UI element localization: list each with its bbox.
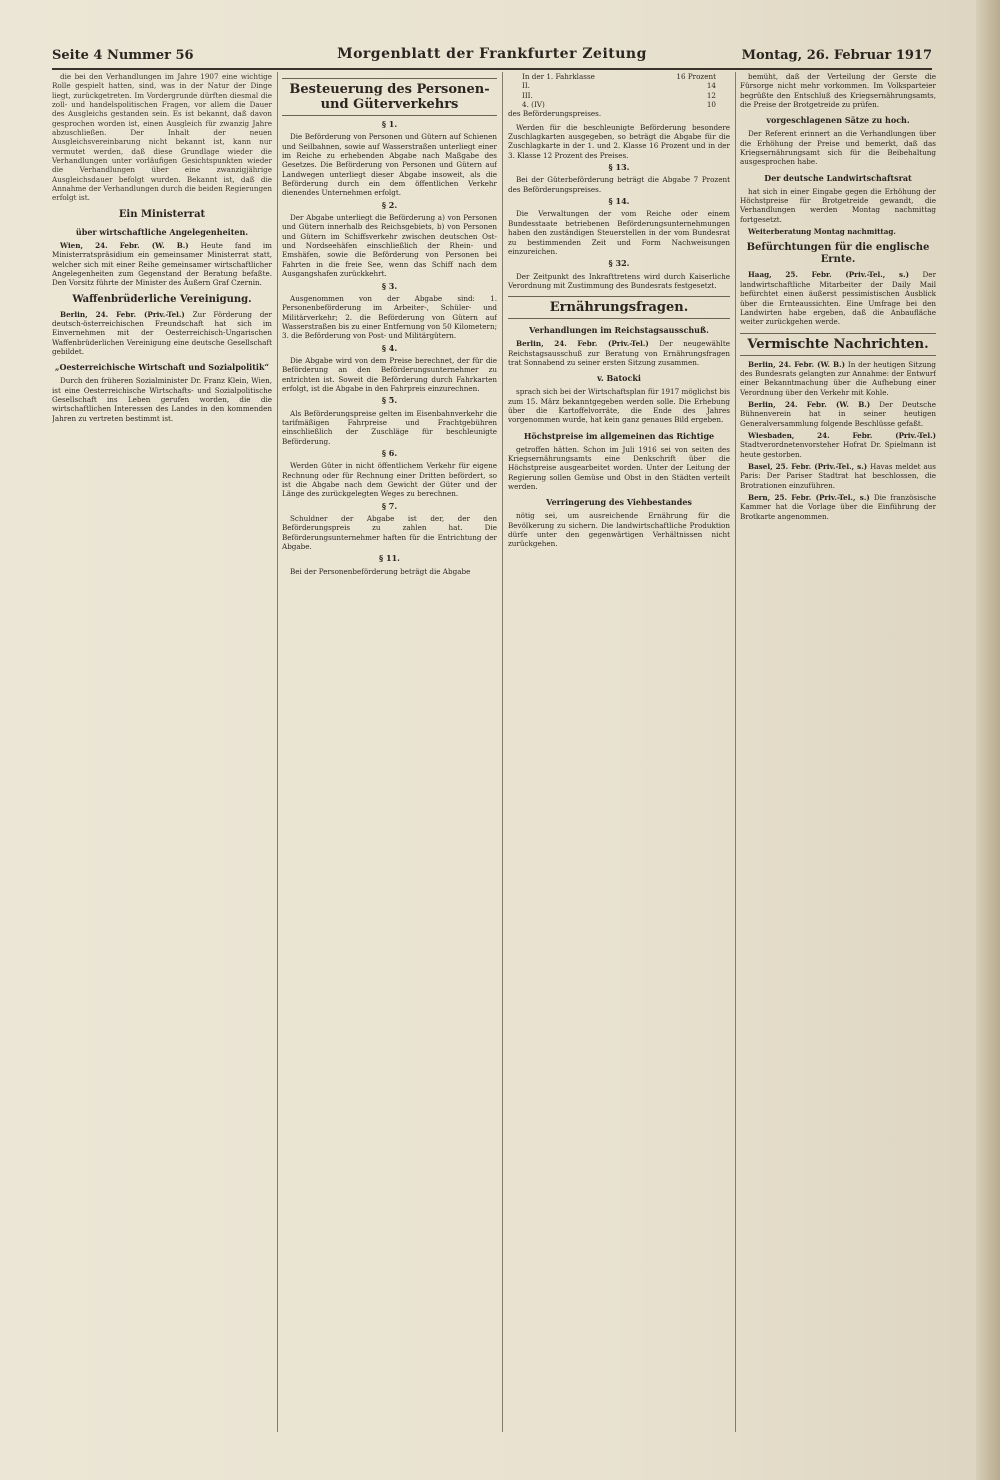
dateline: Wien, 24. Febr. (W. B.) [60,240,189,250]
tariff-tail: des Beförderungspreises. [508,109,602,119]
section-mark: § 13. [608,162,630,173]
headline-waffenbrueder: Waffenbrüderliche Vereinigung. [72,293,252,305]
headline-vermischte-nachrichten: Vermischte Nachrichten. [740,333,936,356]
column-rule [735,72,736,1432]
article-text: getroffen hätten. Schon im Juli 1916 sei von seiten des Kriegsernährungsamts eine Denkschrift über die Höchstpreise ausgearbeitet worden. Unter der Leitung der Regierung sollen Gemüse und Obst in den Städten verteilt werden. [508,444,730,491]
dateline: Basel, 25. Febr. (Priv.-Tel., s.) [748,461,868,471]
dateline: Wiesbaden, 24. Febr. (Priv.-Tel.) [748,430,936,440]
article-intro: die bei den Verhandlungen im Jahre 1907 eine wichtige Rolle gespielt hatten, sind, was in der Natur der Dinge liegt, zurückgetreten. Im Vordergrunde dürften diesmal die zoll- und handelspolitischen Fragen, vor allem die Dauer des Ausgleichs gestanden sein. Es ist bekannt, daß davon gesprochen worden ist, einen Ausgleich für zwanzig Jahre abzuschließen. Der Inhalt der neuen Ausgleichsvereinbarung nicht bekannt ist, kann nur vermutet werden, daß diese Grundlage wieder die Verhandlungen unter vorläufigen Gesichtspunkten wieder die Verhandlungen über eine zwanzigjährige Ausgleichsdauer befolgt wurden. Bekannt ist, daß die Annahme der Verhandlungen durch die beiden Regierungen erfolgt ist. [52,72,272,203]
dateline: Berlin, 24. Febr. (Priv.-Tel.) [516,339,649,349]
column-rule [277,72,278,1432]
tariff-row: III. 12 [522,90,716,100]
article-text: Der Referent erinnert an die Verhandlungen über die Erhöhung der Preise und bemerkt, daß das Kriegsernährungsamt sich für die Beibehaltung ausgesprochen habe. [740,129,936,167]
tariff-row: II. 14 [522,81,716,91]
article-text: Havas meldet aus Paris: Der Pariser Stadtrat hat beschlossen, die Brotrationen einzuführen. [740,461,936,490]
article-text: In der heutigen Sitzung des Bundesrats gelangten zur Annahme: der Entwurf einer Bekanntmachung über die Aufhebung einer Verordnung über den Verkehr mit Kohle. [740,359,936,397]
article-text: hat sich in einer Eingabe gegen die Erhöhung der Höchstpreise für Brotgetreide gewandt, die Verhandlungen werden Montag nachmittag fortgesetzt. [740,186,936,224]
section-text: Werden für die beschleunigte Beförderung besondere Zuschlagkarten ausgegeben, so beträgt die Abgabe für die Zuschlagkarte in der 1. und 2. Klasse 16 Prozent und in der 3. Klasse 12 Prozent des Preises. [508,122,730,160]
subhead-vorgeschlagen: vorgeschlagenen Sätze zu hoch. [766,115,910,126]
subheadline-reichstagsausschuss: Verhandlungen im Reichstagsausschuß. [529,325,709,336]
section-mark: § 4. [381,342,398,353]
dateline: Bern, 25. Febr. (Priv.-Tel., s.) [748,493,870,502]
article-text: Durch den früheren Sozialminister Dr. Franz Klein, Wien, ist eine Oesterreichische Wirtschafts- und Sozialpolitische Gesellschaft ins Leben gerufen worden, die die wirtschaftlichen Interessen des Landes in den kommenden Jahren zu vertreten bestimmt ist. [52,376,272,423]
section-text: Werden Güter in nicht öffentlichem Verkehr für eigene Rechnung oder für Rechnung einer Dritten befördert, so ist die Abgabe nach dem Gewicht der Güter und der Länge des zurückgelegten Weges zu berechnen. [282,461,497,499]
section-mark: § 5. [381,395,398,406]
column-3 [508,72,730,1432]
subhead-hoechstpreise: Höchstpreise im allgemeinen das Richtige [523,430,715,441]
article-text: Der Deutsche Bühnenverein hat in seiner heutigen Generalversammlung folgende Beschlüsse gefaßt. [740,399,936,428]
column-rule [502,72,503,1432]
headline-ernaehrungsfragen: Ernährungsfragen. [508,296,730,319]
section-text: Der Zeitpunkt des Inkrafttretens wird durch Kaiserliche Verordnung mit Zustimmung des Bundesrats festgesetzt. [508,271,730,290]
article-text: Heute fand im Ministerratspräsidium ein gemeinsamer Ministerrat statt, welcher sich mit einer Reihe gemeinsamer wirtschaftlicher Angelegenheiten zum Gegenstand der Beratung befaßte. Den Vorsitz führte der Minister des Äußern Graf Czernin. [52,240,272,288]
headline-ministerrat: Ein Ministerrat [118,208,206,220]
section-text: Schuldner der Abgabe ist der, der den Beförderungspreis zu zahlen hat. Die Beförderungsunternehmer haften für die Entrichtung der Abgabe. [282,514,497,552]
section-mark: § 7. [381,500,398,511]
column-2 [282,72,497,1432]
headline-oesterreichische-wirtschaft: „Oesterreichische Wirtschaft und Sozialpolitik“ [54,362,270,373]
section-mark: § 32. [608,258,630,269]
tariff-row: 4. (IV) 10 [522,100,716,110]
section-text: Als Beförderungspreise gelten im Eisenbahnverkehr die tarifmäßigen Fahrpreise und Frachtgebühren einschließlich der Zuschläge für beschleunigte Beförderung. [282,408,497,446]
tariff-row: In der 1. Fahrklasse 16 Prozent [522,72,716,81]
dateline: Berlin, 24. Febr. (Priv.-Tel.) [60,309,185,319]
subhead-landwirtschaftsrat: Der deutsche Landwirtschaftsrat [764,172,912,183]
section-mark: § 3. [381,280,398,291]
tariff-table [508,72,730,119]
section-text: Bei der Personenbeförderung beträgt die Abgabe [290,566,471,576]
subheadline-ministerrat: über wirtschaftliche Angelegenheiten. [75,226,249,237]
article-text: sprach sich bei der Wirtschaftsplan für 1917 möglichst bis zum 15. März bekanntgegeben werden solle. Die Erhebung über die Kartoffelvorräte, die Ende des Jahres vorgenommen wurde, hat kein ganz genaues Bild ergeben. [508,387,730,425]
section-mark: § 1. [381,119,398,129]
headline-besteuerung: Besteuerung des Personen- und Güterverkehrs [282,78,497,116]
section-text: Die Verwaltungen der vom Reiche oder einem Bundesstaate betriebenen Beförderungsunternehmungen haben den zuständigen Steuerstellen in der vom Bundesrat zu bestimmenden Zeit und Form Nachweisungen einzureichen. [508,209,730,256]
page-spine [976,0,1000,1480]
dateline: Berlin, 24. Febr. (W. B.) [748,359,846,369]
headline-englische-ernte: Befürchtungen für die englische Ernte. [746,242,930,266]
article-text: Der landwirtschaftliche Mitarbeiter der Daily Mail befürchtet einen äußerst pessimistischen Ausblick über die Ernteaussichten. Eine Umfrage bei den Landwirten habe ergeben, daß die Anbaufläche weiter zurückgehen werde. [740,270,936,327]
dateline: Haag, 25. Febr. (Priv.-Tel., s.) [748,270,909,280]
dateline: Berlin, 24. Febr. (W. B.) [748,399,871,409]
article-text: Der neugewählte Reichstagsausschuß zur Beratung von Ernährungsfragen trat Sonnabend zu seiner ersten Sitzung zusammen. [508,339,730,367]
article-text: Stadtverordnetenvorsteher Hofrat Dr. Spielmann ist heute gestorben. [740,440,936,459]
issue-date: Montag, 26. Februar 1917 [741,48,932,63]
article-text: nötig sei, um ausreichende Ernährung für die Bevölkerung zu sichern. Die landwirtschaftliche Produktion dürfe unter den gegenwärtigen Verhältnissen nicht zurückgehen. [508,511,730,549]
newspaper-title: Morgenblatt der Frankfurter Zeitung [337,46,647,62]
section-mark: § 2. [381,199,398,210]
subhead-viehbestand: Verringerung des Viehbestandes [546,497,692,508]
article-text: Zur Förderung der deutsch-österreichischen Freundschaft hat sich im Einvernehmen mit der Oesterreichisch-Ungarischen Waffenbrüderlichen Vereinigung eine deutsche Gesellschaft gebildet. [52,309,272,356]
masthead [52,46,932,70]
section-text: Die Abgabe wird von dem Preise berechnet, der für die Beförderung an den Beförderungsunternehmer zu entrichten ist. Soweit die Beförderung durch Fahrkarten erfolgt, ist die Abgabe in den Fahrpreis einzurechnen. [282,355,497,393]
article-text: bemüht, daß der Verteilung der Gerste die Fürsorge nicht mehr vorkommen. Im Volksparteier begrüßte den Entschluß des Kriegsernährungsamts, die Preise der Brotgetreide zu prüfen. [740,72,936,110]
section-text: Ausgenommen von der Abgabe sind: 1. Personenbeförderung im Arbeiter-, Schüler- und Militärverkehr; 2. die Beförderung von Gütern auf Wasserstraßen bis zu einer Entfernung von 50 Kilometern; 3. die Beförderung von Post- und Militärgütern. [282,293,497,341]
section-mark: § 11. [379,553,400,564]
column-1 [52,72,272,1432]
column-4 [740,72,936,1432]
section-mark: § 6. [381,448,398,458]
weiterberatung-note: Weiterberatung Montag nachmittag. [748,227,896,237]
article-text: Die französische Kammer hat die Vorlage über die Einführung der Brotkarte angenommen. [740,493,936,521]
page-number: Seite 4 Nummer 56 [52,48,194,63]
subhead-batocki: v. Batocki [597,373,641,384]
section-mark: § 14. [608,196,630,207]
section-text: Der Abgabe unterliegt die Beförderung a) von Personen und Gütern innerhalb des Reichsgebiets, b) von Personen und Gütern im Schiffsverkehr zwischen deutschen Ost- und Nordseehäfen einschließlich der Rhein- und Emshäfen, sowie die Beförderung von Personen bei Fahrten in die freie See, wenn das Schiff nach dem Ausgangshafen zurückkehrt. [282,213,497,279]
section-text: Bei der Güterbeförderung beträgt die Abgabe 7 Prozent des Beförderungspreises. [508,175,730,194]
section-text: Die Beförderung von Personen und Gütern auf Schienen und Seilbahnen, sowie auf Wasserstraßen unterliegt einer im Reiche zu erhebenden Abgabe nach Maßgabe des Gesetzes. Die Beförderung von Personen und Gütern auf Landwegen unterliegt dieser Abgabe insoweit, als die Beförderung durch ein dem öffentlichen Verkehr dienendes Unternehmen erfolgt. [282,132,497,198]
